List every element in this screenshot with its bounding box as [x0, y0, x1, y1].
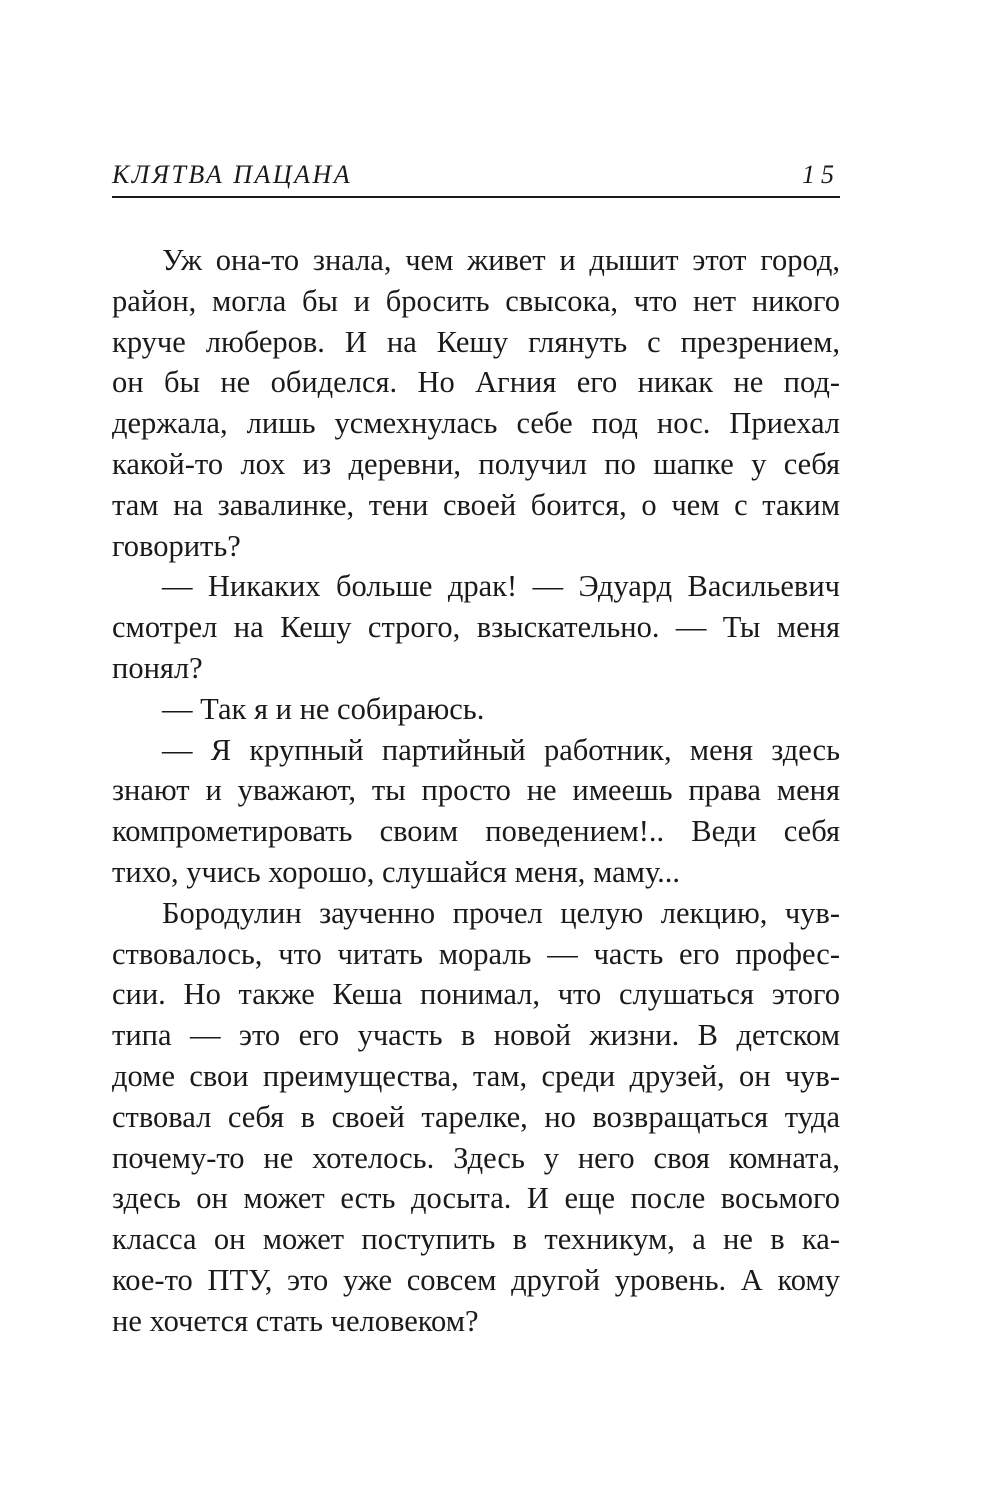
text-line: держала, лишь усмехнулась себе под нос. Приехал: [112, 406, 840, 441]
text-line: компрометировать своим поведением!.. Веди себя: [112, 814, 840, 849]
text-line: ствовал себя в своей тарелке, но возвращаться туда: [112, 1099, 840, 1134]
text-line: сии. Но также Кеша понимал, что слушаться этого: [112, 977, 840, 1012]
text-line: здесь он может есть досыта. И еще после восьмого: [112, 1181, 840, 1216]
text-line: тихо, учись хорошо, слушайся меня, маму...: [112, 854, 681, 889]
text-line: — Никаких больше драк! — Эдуард Васильевич: [162, 569, 840, 604]
text-line: говорить?: [112, 528, 241, 563]
text-line: Бородулин заученно прочел целую лекцию, чув-: [162, 895, 840, 930]
text-line: ствовалось, что читать мораль — часть его профес-: [112, 936, 840, 971]
text-line: типа — это его участь в новой жизни. В детском: [112, 1018, 840, 1053]
body-text: [112, 240, 840, 1342]
book-title: КЛЯТВА ПАЦАНА: [112, 160, 353, 189]
text-line: круче люберов. И на Кешу глянуть с презрением,: [112, 324, 840, 359]
text-line: смотрел на Кешу строго, взыскательно. — Ты меня: [112, 610, 840, 645]
text-line: доме свои преимущества, там, среди друзей, он чув-: [112, 1058, 840, 1093]
text-line: район, могла бы и бросить свысока, что нет никого: [112, 283, 840, 318]
text-line: Уж она-то знала, чем живет и дышит этот город,: [162, 243, 840, 277]
text-line: знают и уважают, ты просто не имеешь права меня: [112, 773, 840, 808]
text-line: кое-то ПТУ, это уже совсем другой уровень. А кому: [112, 1262, 840, 1297]
text-line: он бы не обиделся. Но Агния его никак не под-: [112, 365, 840, 400]
running-header: [112, 156, 840, 198]
text-line: — Я крупный партийный работник, меня здесь: [162, 732, 840, 767]
text-line: там на завалинке, тени своей боится, о чем с таким: [112, 487, 840, 522]
text-line: — Так я и не собираюсь.: [162, 691, 485, 726]
text-line: понял?: [112, 650, 203, 685]
text-line: почему-то не хотелось. Здесь у него своя комната,: [112, 1140, 840, 1175]
text-line: какой-то лох из деревни, получил по шапке у себя: [112, 446, 840, 481]
text-line: класса он может поступить в техникум, а не в ка-: [112, 1222, 840, 1257]
text-line: не хочется стать человеком?: [112, 1303, 479, 1338]
page-number: 15: [802, 160, 840, 189]
